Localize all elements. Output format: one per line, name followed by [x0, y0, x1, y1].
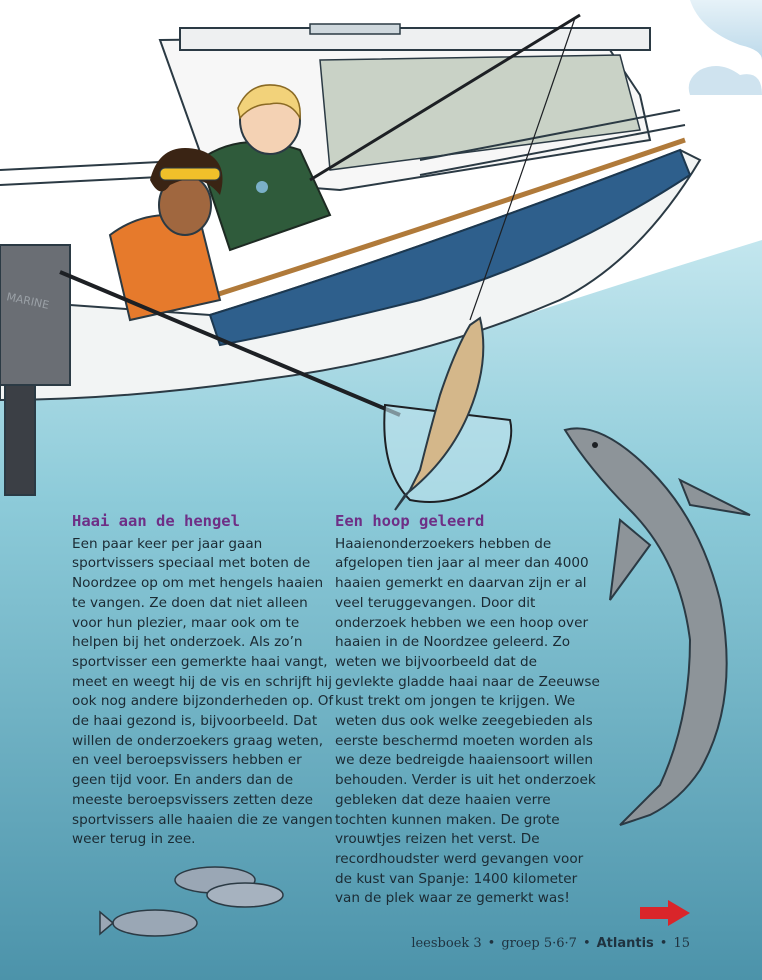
- right-body: Haaienonderzoekers hebben de afgelopen tien jaar al meer dan 4000 haaien gemerkt en daarvan zijn er al veel teruggevangen. Door dit onderzoek hebben we een hoop over haaien in de Noordzee geleerd. Zo weten we bijvoorbeeld dat de gevlekte gladde haai naar de Zeeuwse kust trekt om jongen te krijgen. We weten dus ook welke zeegebieden als eerste beschermd moeten worden als we deze bedreigde haaiensoort willen behouden. Verder is uit het onderzoek gebleken dat deze haaien verre tochten kunnen maken. De grote vrouwtjes reizen het verst. De recordhoudster werd gevangen voor de kust van Spanje: 1400 kilometer van de plek waar ze gemerkt was!: [335, 535, 600, 907]
- right-heading: Een hoop geleerd: [335, 512, 485, 530]
- left-heading: Haai aan de hengel: [72, 512, 240, 530]
- footer-series: Atlantis: [596, 936, 654, 951]
- outboard-engine: [0, 245, 70, 385]
- page-number: 15: [673, 936, 690, 951]
- right-column: [335, 512, 600, 909]
- left-column: [72, 512, 334, 850]
- engine-label: MARINE: [5, 290, 51, 312]
- footer-group: groep 5·6·7: [501, 936, 577, 951]
- left-body: Een paar keer per jaar gaan sportvissers speciaal met boten de Noordzee op om met hengels haaien te vangen. Ze doen dat niet alleen voor hun plezier, maar ook om te helpen bij het onderzoek. Als zo’n sportvisser een gemerkte haai vangt, meet en weegt hij de vis en schrijft hij ook nog andere bijzonderheden op. Of de haai gezond is, bijvoorbeeld. Dat willen de onderzoekers graag weten, en veel beroepsvissers hebben er geen tijd voor. En anders dan de meeste beroepsvissers zetten deze sportvissers alle haaien die ze vangen weer terug in zee.: [72, 535, 334, 848]
- footer-book: leesboek 3: [411, 936, 482, 951]
- page-footer: leesboek 3 • groep 5·6·7 • Atlantis • 15: [411, 936, 690, 951]
